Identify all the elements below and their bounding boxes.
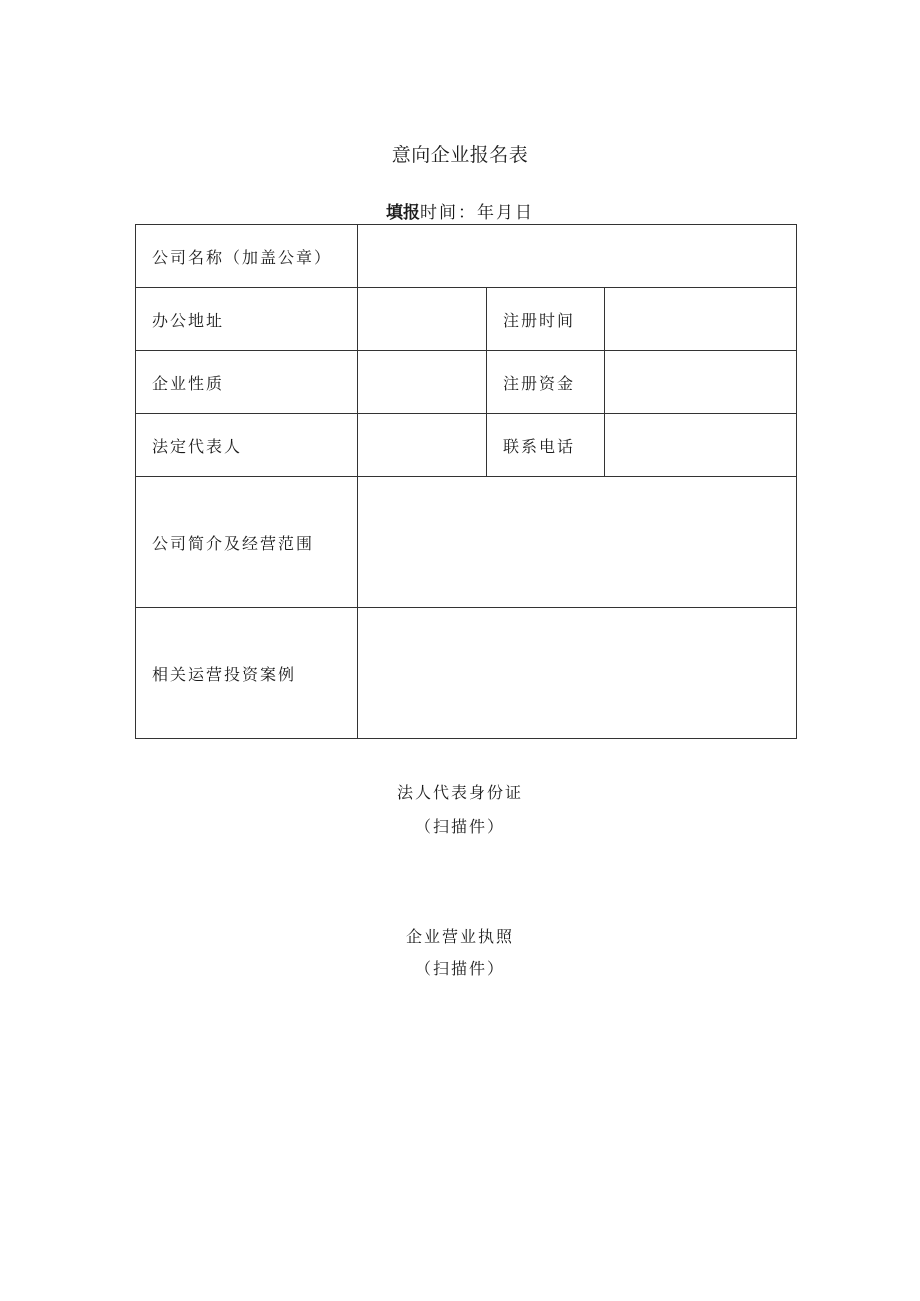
- legal-representative-field[interactable]: [358, 414, 487, 477]
- fill-date-prefix: 填报: [386, 203, 420, 223]
- row-company-profile: [136, 477, 797, 608]
- company-profile-label: 公司简介及经营范围: [136, 477, 358, 608]
- id-card-title: 法人代表身份证: [396, 783, 523, 802]
- office-address-label: 办公地址: [136, 288, 358, 351]
- office-address-field[interactable]: [358, 288, 487, 351]
- investment-cases-label: 相关运营投资案例: [136, 608, 358, 739]
- registration-time-field[interactable]: [605, 288, 797, 351]
- registered-capital-label: 注册资金: [487, 351, 605, 414]
- registration-form-table: [135, 224, 797, 739]
- legal-representative-label: 法定代表人: [136, 414, 358, 477]
- row-enterprise-nature: [136, 351, 797, 414]
- investment-cases-field[interactable]: [358, 608, 797, 739]
- row-company-name: [136, 225, 797, 288]
- form-title: 意向企业报名表: [391, 144, 529, 166]
- row-investment-cases: [136, 608, 797, 739]
- company-name-field[interactable]: [358, 225, 797, 288]
- fill-date-line: [0, 198, 920, 223]
- fill-date-text: 时间：年月日: [420, 203, 534, 223]
- registration-time-label: 注册时间: [487, 288, 605, 351]
- contact-phone-field[interactable]: [605, 414, 797, 477]
- business-license-title: 企业营业执照: [405, 927, 514, 946]
- business-license-note: （扫描件）: [414, 959, 505, 978]
- enterprise-nature-label: 企业性质: [136, 351, 358, 414]
- company-profile-field[interactable]: [358, 477, 797, 608]
- enterprise-nature-field[interactable]: [358, 351, 487, 414]
- company-name-label: 公司名称（加盖公章）: [136, 225, 358, 288]
- row-legal-representative: [136, 414, 797, 477]
- registered-capital-field[interactable]: [605, 351, 797, 414]
- id-card-note: （扫描件）: [414, 817, 505, 836]
- row-office-address: [136, 288, 797, 351]
- contact-phone-label: 联系电话: [487, 414, 605, 477]
